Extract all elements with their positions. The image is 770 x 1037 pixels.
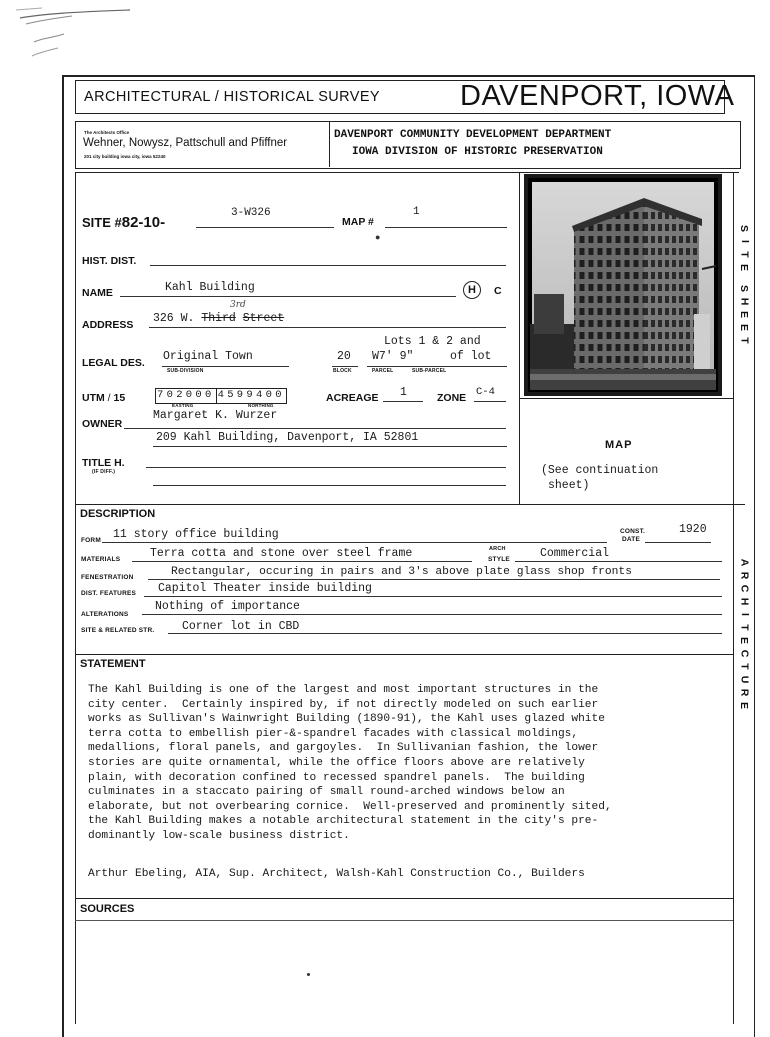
legal-lots-line2: of lot [450,350,492,363]
map-label: MAP # [342,216,374,228]
tab-letter: E [738,636,751,645]
alterations-value: Nothing of importance [155,600,300,613]
form-label: FORM [81,537,101,544]
fenestration-value: Rectangular, occuring in pairs and 3's above plate glass shop fronts [171,566,632,578]
legal-subdivision: Original Town [163,350,253,363]
zone-label: ZONE [437,392,467,404]
utm-label: UTM / 15 [82,392,126,404]
site-prefix: 82-10- [121,214,166,231]
statement-title: STATEMENT [80,658,146,670]
map-box-label: MAP [605,439,633,451]
legal-label: LEGAL DES. [82,357,145,369]
utm-boxes [155,388,287,404]
tab-letter: R [738,688,751,697]
address-struck-word: Third [201,312,236,325]
statement-line: plain, with decoration confined to recessed spandrel panels. The building [88,771,585,784]
address-handwritten: 3rd [230,300,246,310]
acreage-value: 1 [400,386,407,399]
owner-address: 209 Kahl Building, Davenport, IA 52801 [156,431,419,444]
tab-letter: T [738,624,751,631]
map-note-line2: sheet) [548,479,590,492]
date-label: DATE [622,536,641,543]
address-value [153,312,284,325]
statement-line: the Kahl Building makes a notable architectural statement in the city's pre- [88,815,599,828]
tab-letter: U [738,675,751,684]
tab-letter: S [738,284,751,293]
owner-label: OWNER [82,418,123,430]
tab-letter: E [738,701,751,710]
arch-label: ARCH [489,546,506,552]
zone-value: C-4 [476,386,495,398]
map-note-line1: (See continuation [541,464,659,477]
c-mark: C [494,285,502,297]
utm-zone: 15 [113,392,126,404]
h-circle-mark [463,281,481,299]
materials-value: Terra cotta and stone over steel frame [150,547,413,560]
building-photo [524,174,722,396]
subparcel-caption: SUB-PARCEL [412,368,447,374]
tab-letter: T [738,251,751,258]
tab-letter: R [738,571,751,580]
utm-label-text: UTM [82,392,105,404]
tab-letter: H [738,297,751,306]
tab-letter: A [738,558,751,567]
city-title: DAVENPORT, IOWA [460,80,735,112]
tab-letter: I [738,240,751,243]
owner-name: Margaret K. Wurzer [153,409,278,422]
stray-mark: ● [375,232,381,242]
map-number: 1 [413,206,420,218]
easting-caption: EASTING [172,403,194,408]
tab-letter: I [738,613,751,616]
statement-line: The Kahl Building is one of the largest and most important structures in the [88,684,599,696]
tab-letter: E [738,263,751,272]
tab-letter: C [738,649,751,658]
site-label-text: SITE # [82,215,122,230]
tab-letter: T [738,337,751,344]
statement-body [88,683,612,844]
utm-easting: 702000 [157,389,215,401]
tab-letter: H [738,597,751,606]
tab-letter: E [738,323,751,332]
corner-scribble [12,4,142,64]
statement-line: stories are quite ornamental, while the office floors above are relatively [88,756,585,769]
address-street: Street [242,312,285,325]
related-value: Corner lot in CBD [182,620,300,633]
title-caption: (IF DIFF.) [92,469,116,475]
alterations-label: ALTERATIONS [81,611,129,618]
legal-parcel: W7' 9" [372,350,414,363]
block-caption: BLOCK [333,368,352,374]
name-label: NAME [82,287,113,299]
title-label: TITLE H. [82,457,125,469]
tab-letter: C [738,584,751,593]
features-value: Capitol Theater inside building [158,582,372,595]
sources-title: SOURCES [80,903,135,915]
firm-address: 201 city building iowa city, iowa 52240 [84,154,166,159]
name-value: Kahl Building [165,281,255,294]
address-label: ADDRESS [82,319,134,331]
acreage-label: ACREAGE [326,392,379,404]
hist-dist-label: HIST. DIST. [82,255,137,267]
site-sheet-tab [737,222,751,347]
h-mark-text: H [468,284,476,296]
statement-line: dominantly low-scale business district. [88,829,350,842]
site-number: 3-W326 [231,207,271,219]
materials-label: MATERIALS [81,556,121,563]
dept-line1: DAVENPORT COMMUNITY DEVELOPMENT DEPARTMENT [334,129,612,141]
features-label: DIST. FEATURES [81,590,137,597]
subdivision-caption: SUB-DIVISION [167,368,204,374]
style-value: Commercial [540,547,610,560]
stray-dot [307,973,310,976]
firm-small-top: The Architects Office [84,130,130,135]
tab-letter: S [738,224,751,233]
statement-line: city center. Certainly inspired by, if not directly modeled on such earlier [88,698,599,711]
parcel-caption: PARCEL [372,368,394,374]
utm-northing: 4599400 [217,389,285,401]
const-date-value: 1920 [679,523,707,536]
architecture-tab [737,556,751,712]
legal-block: 20 [337,350,351,363]
statement-line: medallions, floral panels, and gargoyles. In Sullivanian fashion, the lower [88,742,599,755]
related-label: SITE & RELATED STR. [81,627,155,634]
firm-name: Wehner, Nowysz, Pattschull and Pfiffner [83,137,288,149]
form-value: 11 story office building [113,528,279,541]
fenestration-label: FENESTRATION [81,574,134,581]
legal-lots-line1: Lots 1 & 2 and [384,335,481,348]
tab-letter: E [738,310,751,319]
statement-credits: Arthur Ebeling, AIA, Sup. Architect, Walsh-Kahl Construction Co., Builders [88,868,585,880]
const-label: CONST. [620,528,646,535]
northing-caption: NORTHING [248,403,274,408]
survey-title: ARCHITECTURAL / HISTORICAL SURVEY [84,89,381,105]
address-prefix: 326 W. [153,312,195,325]
dept-line2: IOWA DIVISION OF HISTORIC PRESERVATION [352,146,603,158]
description-title: DESCRIPTION [80,508,156,520]
style-label: STYLE [488,556,510,563]
tab-letter [740,277,748,280]
tab-letter: T [738,663,751,670]
statement-line: elaborate, but not overbearing cornice. Well-preserved and prominently sited, [88,800,612,813]
statement-line: works as Sullivan's Wainwright Building (1890-91), the Kahl uses glazed white [88,713,605,726]
site-label [82,214,165,231]
statement-line: culminates in a staccato pairing of small round-arched windows below an [88,786,565,799]
statement-line: terra cotta to embellish pier-&-spandrel facades with classical moldings, [88,727,579,740]
